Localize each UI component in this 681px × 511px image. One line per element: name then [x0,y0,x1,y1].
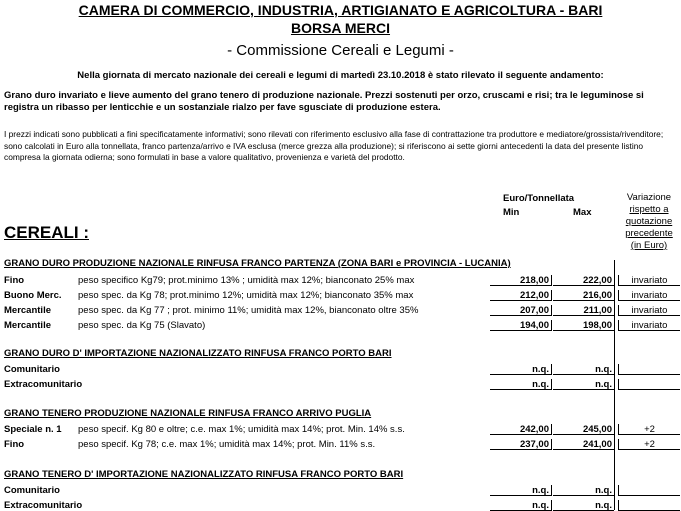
price-max: n.q. [553,364,614,375]
price-max: 198,00 [553,320,614,331]
disclaimer-text: I prezzi indicati sono pubblicati a fini specificatamente informativi; sono rilevati con riferimento esclusivo alla fase di contrattazione tra produttore e mediatore/grossista/rivenditore; sono calcolati in Euro alla tonnellata, franco partenza/arrivo e IVA esclusa (merce grezza alla produzione); si riferiscono ai sette giorni antecedenti la data del presente listino compresa la giornata odierna; sono formulati in base a valore qualitativo, provenienza e varietà del prodotto. [4,129,664,162]
price-min: n.q. [490,485,552,496]
row-grade: Mercantile [4,305,51,316]
row-grade: Comunitario [4,364,60,375]
row-grade: Extracomunitario [4,379,83,390]
max-header: Max [573,207,592,218]
row-spec: peso spec. da Kg 77 ; prot. minimo 11%; umidità max 12%, bianconato oltre 35% [78,305,419,316]
price-min: 212,00 [490,290,552,301]
variation-header-line: (in Euro) [630,240,668,251]
price-variation: invariato [618,305,680,316]
price-min: 194,00 [490,320,552,331]
row-grade: Extracomunitario [4,500,83,511]
price-max: 245,00 [553,424,614,435]
price-min: 218,00 [490,275,552,286]
row-grade: Buono Merc. [4,290,62,301]
min-header: Min [503,207,520,218]
price-variation: invariato [618,290,680,301]
price-min: n.q. [490,379,552,390]
variation-header-line: Variazione [626,192,672,203]
price-variation [618,485,680,496]
row-grade: Mercantile [4,320,51,331]
header-subtitle: BORSA MERCI [290,20,391,36]
column-divider [614,260,615,510]
price-max: n.q. [553,485,614,496]
row-grade: Speciale n. 1 [4,424,62,435]
price-max: 216,00 [553,290,614,301]
price-max: 222,00 [553,275,614,286]
section-title: GRANO TENERO D' IMPORTAZIONE NAZIONALIZZATO RINFUSA FRANCO PORTO BARI [4,469,404,480]
row-grade: Comunitario [4,485,60,496]
unit-header: Euro/Tonnellata [503,193,575,204]
row-spec: peso spec. da Kg 75 (Slavato) [78,320,206,331]
price-variation: invariato [618,275,680,286]
section-title: GRANO DURO PRODUZIONE NAZIONALE RINFUSA FRANCO PARTENZA (ZONA BARI e PROVINCIA - LUCANIA) [4,258,511,269]
row-spec: peso specif. Kg 80 e oltre; c.e. max 1%; umidità max 14%; prot. Min. 14% s.s. [78,424,405,435]
price-variation: +2 [618,439,680,450]
price-max: 241,00 [553,439,614,450]
price-variation [618,364,680,375]
price-variation: +2 [618,424,680,435]
intro-text: Nella giornata di mercato nazionale dei cereali e legumi di martedì 23.10.2018 è stato rilevato il seguente andamento: [77,70,604,81]
market-summary: Grano duro invariato e lieve aumento del grano tenero di produzione nazionale. Prezzi sostenuti per orzo, cruscami e risi; tra le leguminose si registra un ribasso per lenticchie e un sostanziale rialzo per fave sgusciate di produzione estera. [4,90,644,113]
section-title: GRANO DURO D' IMPORTAZIONE NAZIONALIZZATO RINFUSA FRANCO PORTO BARI [4,348,392,359]
row-spec: peso spec. da Kg 78; prot.minimo 12%; umidità max 12%; bianconato 35% max [78,290,414,301]
variation-header-line: precedente [625,228,673,239]
price-variation: invariato [618,320,680,331]
variation-header-line: quotazione [625,216,673,227]
price-max: n.q. [553,379,614,390]
price-min: 237,00 [490,439,552,450]
category-title: CEREALI : [4,223,89,242]
variation-header [618,192,680,252]
price-min: 242,00 [490,424,552,435]
header-title: CAMERA DI COMMERCIO, INDUSTRIA, ARTIGIANATO E AGRICOLTURA - BARI [78,2,603,18]
price-variation [618,379,680,390]
price-min: 207,00 [490,305,552,316]
row-spec: peso specifico Kg79; prot.minimo 13% ; umidità max 12%; bianconato 25% max [78,275,415,286]
price-min: n.q. [490,500,552,511]
price-min: n.q. [490,364,552,375]
section-title: GRANO TENERO PRODUZIONE NAZIONALE RINFUSA FRANCO ARRIVO PUGLIA [4,408,372,419]
row-grade: Fino [4,439,25,450]
price-variation [618,500,680,511]
price-max: n.q. [553,500,614,511]
row-spec: peso specif. Kg 78; c.e. max 1%; umidità max 14%; prot. Min. 11% s.s. [78,439,376,450]
price-max: 211,00 [553,305,614,316]
variation-header-line: rispetto a [629,204,669,215]
commission-title: - Commissione Cereali e Legumi - [227,42,454,59]
row-grade: Fino [4,275,25,286]
